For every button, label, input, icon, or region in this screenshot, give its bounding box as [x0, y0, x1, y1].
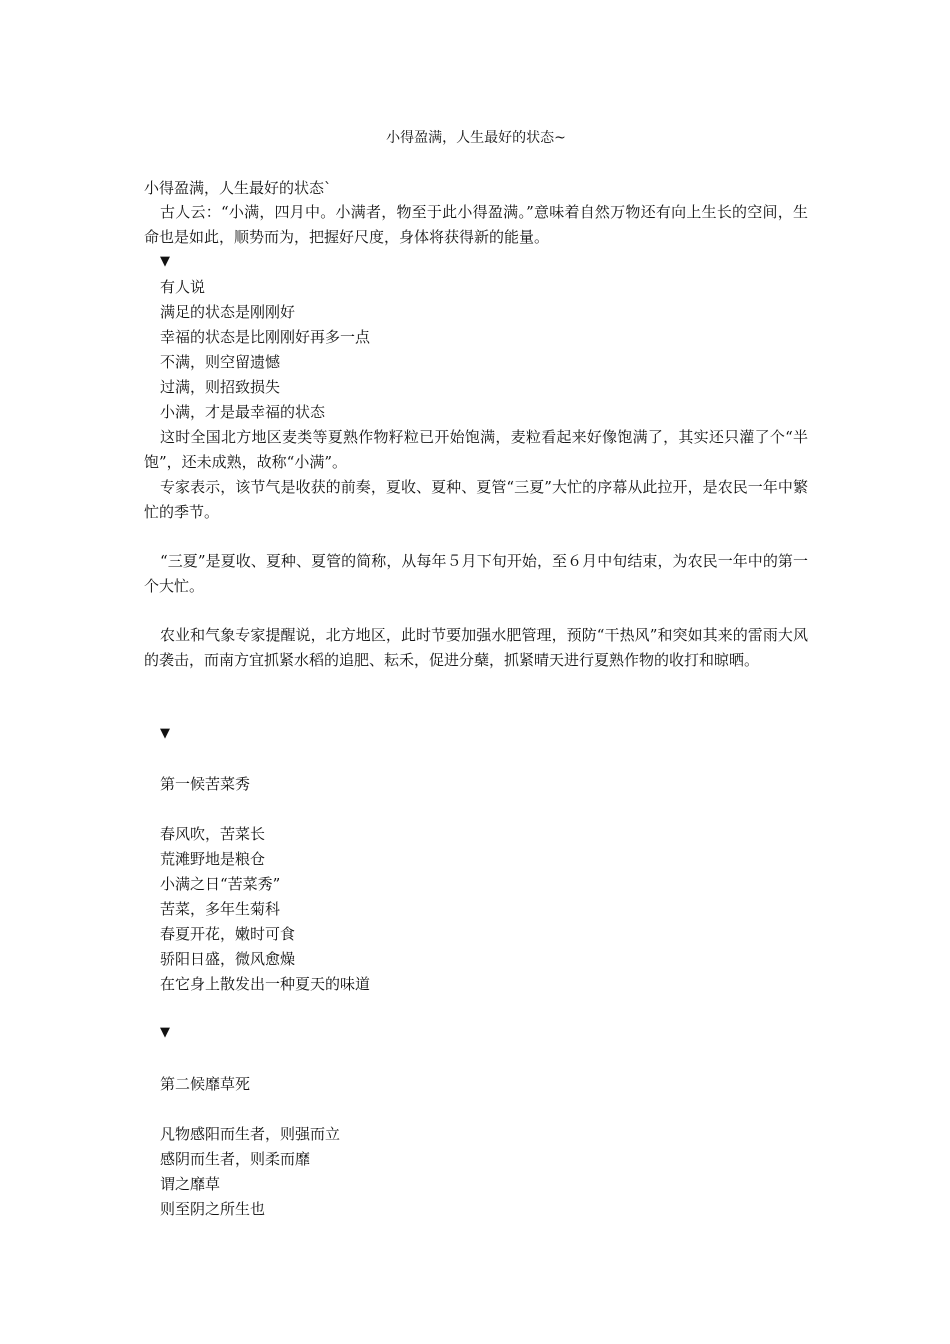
- intro-heading: 小得盈满，人生最好的状态`: [144, 179, 332, 197]
- section-1-line: 苦菜，多年生菊科: [160, 900, 281, 918]
- section-1-line: 小满之日“苦菜秀”: [160, 875, 281, 893]
- poem-line: 幸福的状态是比刚刚好再多一点: [160, 328, 371, 346]
- section-1-line: 在它身上散发出一种夏天的味道: [160, 975, 371, 993]
- triangle-marker-icon: ▼: [160, 726, 170, 741]
- poem-line: 有人说: [160, 278, 206, 296]
- intro-paragraph: 古人云：“小满，四月中。小满者，物至于此小得盈满。”意味着自然万物还有向上生长的空间，生命也是如此，顺势而为，把握好尺度，身体将获得新的能量。: [144, 203, 808, 246]
- section-1-line: 春风吹，苦菜长: [160, 825, 266, 843]
- poem-line: 满足的状态是刚刚好: [160, 303, 296, 321]
- section-2-line: 谓之靡草: [160, 1175, 221, 1193]
- section-1-line: 春夏开花，嫩时可食: [160, 925, 296, 943]
- document-title: 小得盈满，人生最好的状态~: [386, 130, 566, 146]
- poem-line: 小满，才是最幸福的状态: [160, 403, 326, 421]
- section-1-line: 骄阳日盛，微风愈燥: [160, 950, 296, 968]
- paragraph-4: 农业和气象专家提醒说，北方地区，此时节要加强水肥管理，预防“干热风”和突如其来的雷雨大风的袭击，而南方宜抓紧水稻的追肥、耘禾，促进分蘖，抓紧晴天进行夏熟作物的收打和晾晒。: [144, 626, 808, 669]
- poem-line: 过满，则招致损失: [160, 378, 281, 396]
- poem-line: 不满，则空留遗憾: [160, 353, 281, 371]
- section-heading-2: 第二候靡草死: [160, 1075, 251, 1093]
- paragraph-3: “三夏”是夏收、夏种、夏管的简称，从每年５月下旬开始，至６月中旬结束，为农民一年中的第一个大忙。: [144, 552, 808, 595]
- section-2-line: 凡物感阳而生者，则强而立: [160, 1125, 341, 1143]
- paragraph-1: 这时全国北方地区麦类等夏熟作物籽粒已开始饱满，麦粒看起来好像饱满了，其实还只灌了个“半饱”，还未成熟，故称“小满”。: [144, 428, 808, 471]
- section-heading-1: 第一候苦菜秀: [160, 775, 251, 793]
- section-2-line: 感阴而生者，则柔而靡: [160, 1150, 311, 1168]
- section-2-line: 则至阴之所生也: [160, 1200, 266, 1218]
- triangle-marker-icon: ▼: [160, 254, 170, 269]
- triangle-marker-icon: ▼: [160, 1025, 170, 1040]
- paragraph-2: 专家表示，该节气是收获的前奏，夏收、夏种、夏管“三夏”大忙的序幕从此拉开，是农民一年中繁忙的季节。: [144, 478, 808, 521]
- section-1-line: 荒滩野地是粮仓: [160, 850, 266, 868]
